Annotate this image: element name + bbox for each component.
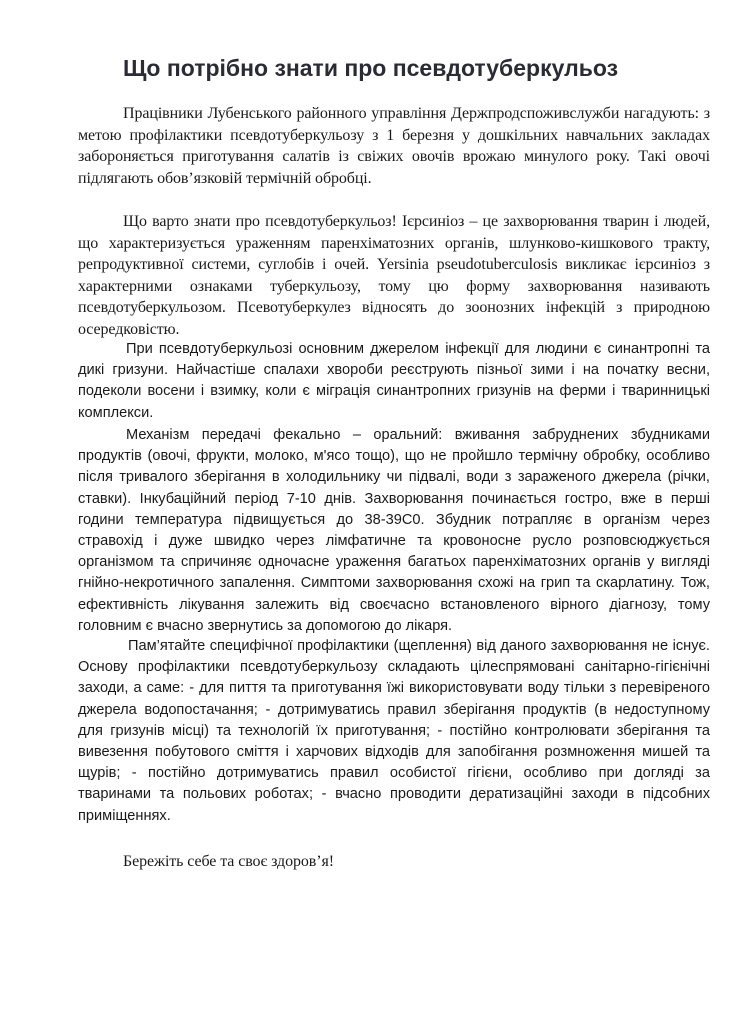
paragraph-announcement: Працівники Лубенського районного управління Держпродспоживслужби нагадують: з метою профілактики псевдотуберкульозу з 1 березня у дошкільних навчальних закладах забороняється приготування салатів із свіжих овочів врожаю минулого року. Такі овочі підлягають обов’язковій термічній обробці. <box>78 105 710 187</box>
paragraph-closing: Бережіть себе та своє здоров’я! <box>123 853 334 870</box>
paragraph-transmission: Механізм передачі фекально – оральний: вживання забруднених збудниками продуктів (овочі, фрукти, молоко, м'ясо тощо), що не пройшло термічну обробку, особливо після тривалого зберігання в холодильнику чи підвалі, води з зараженого джерела (річки, ставки). Інкубаційний період 7-10 днів. Захворювання починається гостро, вже в перші години температура підвищується до 38-39С0. Збудник потрапляє в організм через стравохід і дуже швидко через лімфатичне та кровоносне русло розповсюджується організмом та спричиняє одночасне ураження багатьох паренхіматозних органів у вигляді гнійно-некротичного запалення. Симптоми захворювання схожі на грип та скарлатину. Тож, ефективність лікування залежить від своєчасно встановленого вірного діагнозу, тому головним є вчасно звернутись за допомогою до лікаря. <box>78 427 710 634</box>
page-title: Що потрібно знати про псевдотуберкульоз <box>122 55 619 81</box>
paragraph-infection-source: При псевдотуберкульозі основним джерелом інфекції для людини є синантропні та дикі гризуни. Найчастіше спалахи хвороби реєструють пізньої зими і на початку весни, подеколи восени і взимку, коли є міграція синантропних гризунів на ферми і тваринницькі комплекси. <box>78 341 710 421</box>
paragraph-definition: Що варто знати про псевдотуберкульоз! Ієрсиніоз – це захворювання тварин і людей, що характеризується ураженням паренхіматозних органів, шлунково-кишкового тракту, репродуктивної системи, суглобів і очей. Yersinia pseudotuberculosis викликає ієрсиніоз з характерними ознаками туберкульозу, тому цю форму захворювання називають псевдотуберкульозом. Псевотуберкулез відносять до зоонозних інфекцій з природною осередковістю. <box>78 213 710 338</box>
paragraph-prevention: Пам’ятайте специфічної профілактики (щеплення) від даного захворювання не існує. Основу профілактики псевдотуберкульозу складають цілеспрямовані санітарно-гігієнічні заходи, а саме: - для пиття та приготування їжі використовувати воду тільки з перевіреного джерела водопостачання; - дотримуватись правил зберігання продуктів (в недоступному для гризунів місці) та технологій їх приготування; - постійно контролювати зберігання та вивезення побутового сміття і харчових відходів для запобігання розмноження мишей та щурів; - постійно дотримуватись правил особистої гігієни, особливо при догляді за тваринами та польових роботах; - вчасно проводити дератизаційні заходи в підсобних приміщеннях. <box>78 638 710 824</box>
